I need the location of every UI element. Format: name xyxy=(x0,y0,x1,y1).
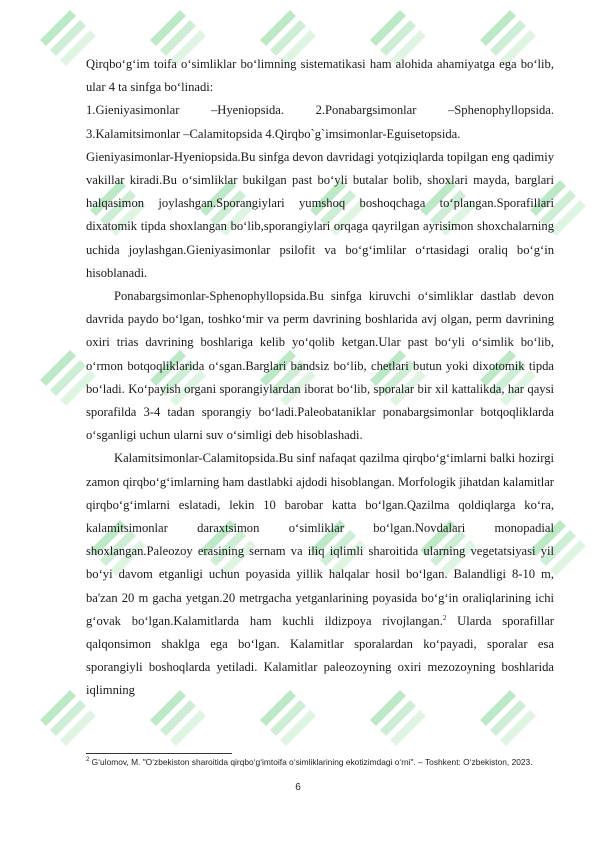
list-item-gieniyasimonlar: 1.Gieniyasimonlar xyxy=(86,103,180,118)
watermark-stripe xyxy=(380,20,416,56)
ponabargsimonlar-paragraph: Ponabargsimonlar-Sphenophyllopsida.Bu sinfga kiruvchi o‘simliklar dastlab devon davrida paydo bo‘lgan, toshko‘mir va perm davrining boshlarida avj olgan, perm davrining oxiri trias davrining boshlariga kelib yo‘qolib ketgan.Ular past bo‘yli o‘simlik bo‘lib, o‘rmon botqoqliklarida o‘sgan.Barglari bandsiz bo‘lib, chetlari butun yoki dixotomik tipda bo‘ladi. Ko‘payish organi sporangiylardan iborat bo‘lib, sporalar bir xil kattalikda, har qaysi sporafilda 3-4 tadan sporangiy bo‘ladi.Paleobataniklar ponabargsimonlar botqoqliklarda o‘sganligi uchun ularni suv o‘simligi deb hisoblashadi. xyxy=(86,289,554,443)
watermark-stripe xyxy=(150,10,186,46)
footnote xyxy=(86,755,556,768)
watermark-stripe xyxy=(490,700,526,736)
watermark-stripe xyxy=(490,20,526,56)
watermark-stripe xyxy=(500,710,536,746)
watermark-stripe xyxy=(50,20,86,56)
gieniyasimonlar-paragraph: Gieniyasimonlar-Hyeniopsida.Bu sinfga devon davridagi yotqiziqlarda topilgan eng qadimiy vakillar kiradi.Bu o‘simliklar bukilgan past bo‘yli butalar bolib, shoxlari mayda, barglari halqasimon joylashgan.Sporangiylari yumshoq boshoqchaga to‘plangan.Sporafillari dixatomik tipda shoxlangan bo‘lib,sporangiylari orqaga qayrilgan ayrisimon shoxchalarning uchida joylashgan.Gieniyasimonlar psilofit va bo‘g‘imlilar o‘rtasidagi oraliq bo‘g‘in hisoblanadi. xyxy=(86,149,554,280)
kalamit-text-2: Ularda sporafillar qalqonsimon shaklga ega bo‘lgan. Kalamitlar sporalardan ko‘payadi, sporalar esa sporangiyli boshoqlarda yetiladi. Kalamitlar paleozoyning oxiri mezozoyning boshlarida iqlimning xyxy=(86,613,554,698)
watermark-stripe xyxy=(370,10,406,46)
list-item-sphenophyllopsida: –Sphenophyllopsida. xyxy=(448,103,554,118)
watermark-stripe xyxy=(50,360,86,396)
watermark-stripe xyxy=(280,710,316,746)
footnote-reference[interactable]: 2 xyxy=(442,613,447,622)
page-body xyxy=(86,53,554,703)
watermark-stripe xyxy=(390,710,426,746)
watermark-stripe xyxy=(40,10,76,46)
list-item-ponabargsimonlar: 2.Ponabargsimonlar xyxy=(315,103,417,118)
page-number: 6 xyxy=(295,782,301,793)
watermark-stripe xyxy=(550,200,586,236)
watermark-stripe xyxy=(40,690,76,726)
watermark-stripe xyxy=(160,20,196,56)
kalamit-text-1: Kalamitsimonlar-Calamitopsida.Bu sinf nafaqat qazilma qirqbo‘g‘imlarni balki hozirgi zamon qirqbo‘g‘imlarning ham dastlabki ajdodi hisoblangan. Morfologik jihatdan kalamitlar qirqbo‘g‘imlarni eslatadi, lekin 10 barobar katta bo‘lgan.Qazilma qoldiqlarga ko‘ra, kalamitsimonlar daraxtsimon o‘simliklar bo‘lgan.Novdalari monopadial shoxlangan.Paleozoy erasining sernam va iliq iqlimli sharoitida ularning vegetatsiyasi yil bo‘yi davom etganligi uchun poyasida yillik halqalar hosil bo‘lgan. Balandligi 8-10 m, ba'zan 20 m gacha yetgan.20 metrgacha yetganlarining poyasida bo‘g‘in oraliqlarining ichi g‘ovak bo‘lgan.Kalamitlarda ham kuchli ildizpoya rivojlangan. xyxy=(86,451,554,628)
class-list-line-2: 3.Kalamitsimonlar –Calamitopsida 4.Qirqbo`g`imsimonlar-Eguisetopsida. xyxy=(86,126,461,141)
kalamitsimonlar-paragraph xyxy=(86,447,554,702)
watermark-stripe xyxy=(550,540,586,576)
watermark-stripe xyxy=(160,700,196,736)
watermark-stripe xyxy=(270,20,306,56)
watermark-stripe xyxy=(380,700,416,736)
watermark-stripe xyxy=(50,700,86,736)
watermark-stripe xyxy=(40,350,76,386)
footnote-separator xyxy=(86,753,232,754)
watermark-stripe xyxy=(260,10,296,46)
intro-paragraph: Qirqbo‘g‘im toifa o‘simliklar bo‘limning sistematikasi ham alohida ahamiyatga ega bo‘lib, ular 4 ta sinfga bo‘linadi: xyxy=(86,57,554,95)
list-item-hyeniopsida: –Hyeniopsida. xyxy=(210,103,285,118)
footnote-text: G‘ulomov, M. "O‘zbekiston sharoitida qirqbo‘g‘imtoifa o‘simliklarining ekotizimdagi o‘rni". – Toshkent: O‘zbekiston, 2023. xyxy=(89,756,533,767)
class-list-line-1 xyxy=(86,99,554,122)
watermark-stripe xyxy=(270,700,306,736)
watermark-stripe xyxy=(60,710,96,746)
footnote-marker: 2 xyxy=(86,757,90,763)
watermark-stripe xyxy=(170,710,206,746)
watermark-stripe xyxy=(480,10,516,46)
